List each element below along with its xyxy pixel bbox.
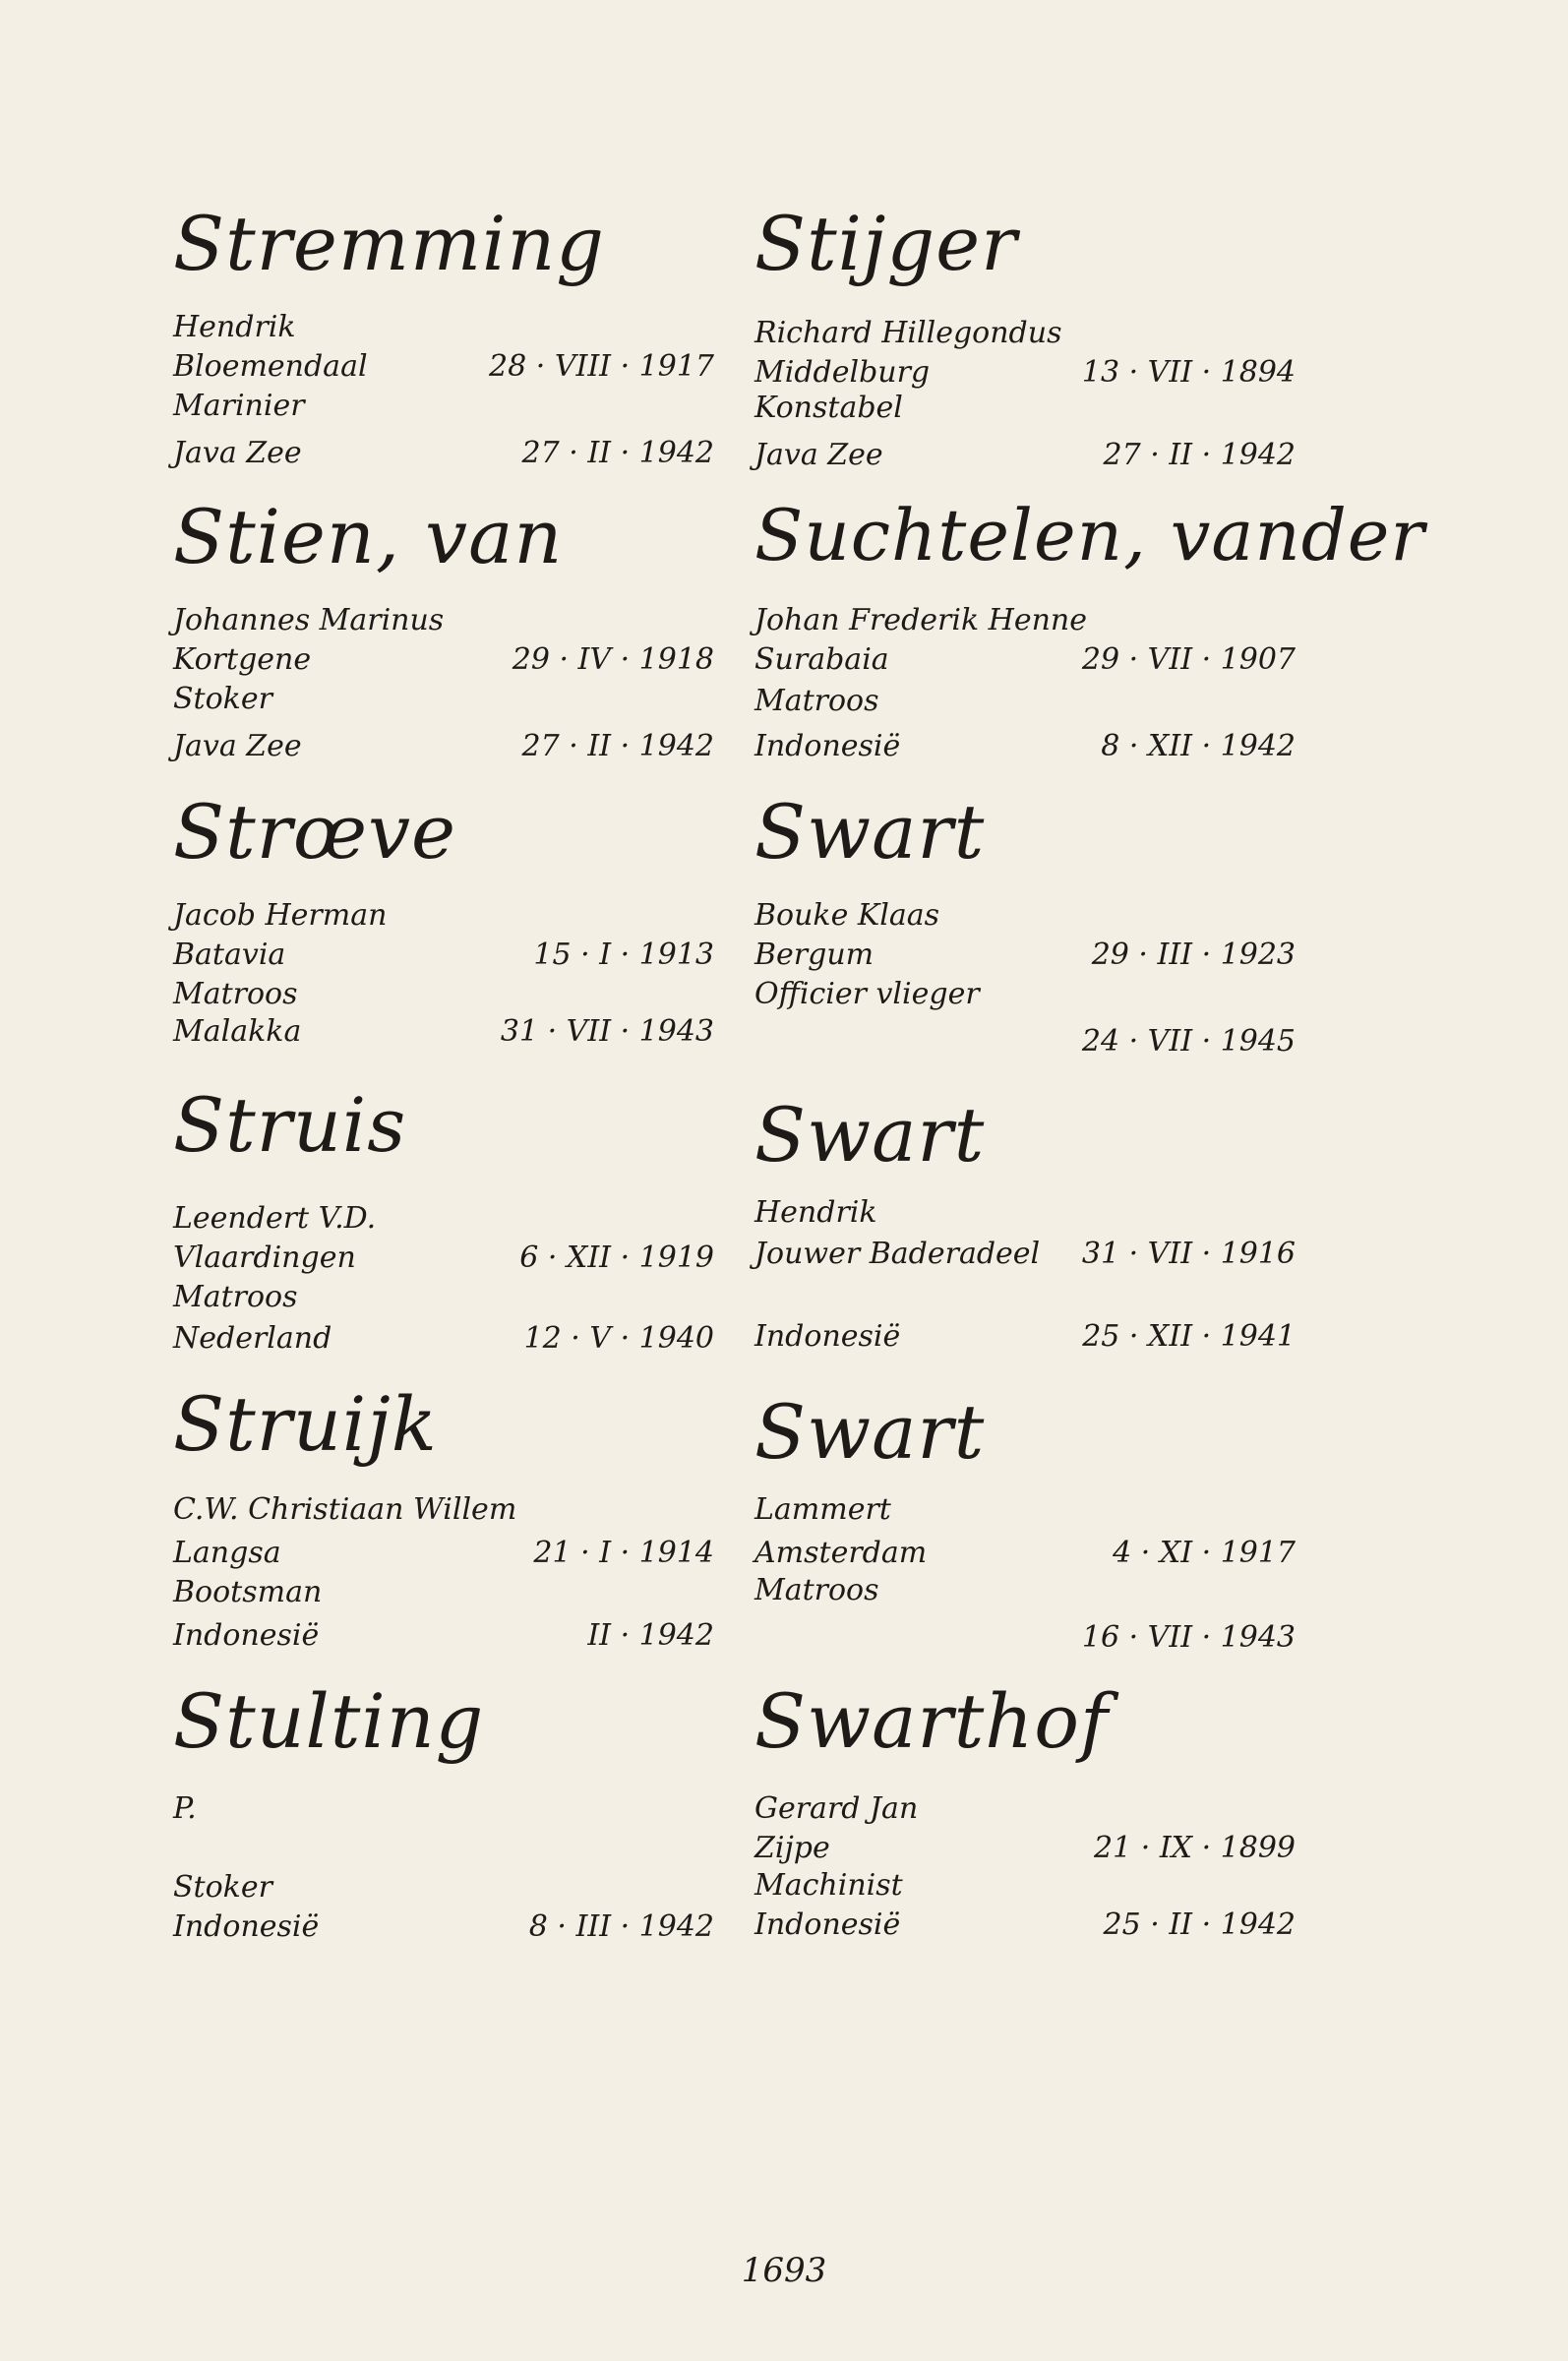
- birth-line: Vlaardingen 6 · XII · 1919: [173, 1241, 714, 1275]
- given-names: Gerard Jan: [754, 1791, 919, 1826]
- given-names: Johan Frederik Henne: [754, 603, 1087, 637]
- given-names: Jacob Herman: [173, 898, 388, 933]
- birth-line: Amsterdam 4 · XI · 1917: [754, 1536, 1296, 1570]
- birth-date: 13 · VII · 1894: [1081, 355, 1296, 390]
- death-date: 8 · XII · 1942: [1101, 729, 1296, 763]
- death-date: 24 · VII · 1945: [1081, 1024, 1296, 1059]
- given-names: C.W. Christiaan Willem: [173, 1492, 517, 1527]
- surname: Swarthof: [754, 1677, 1110, 1765]
- given-names: Lammert: [754, 1492, 891, 1527]
- surname: Stulting: [173, 1677, 485, 1765]
- rank: Marinier: [173, 389, 305, 423]
- rank: Matroos: [173, 977, 298, 1011]
- rank: Officier vlieger: [754, 977, 980, 1011]
- death-line: Malakka 31 · VII · 1943: [173, 1014, 714, 1049]
- death-line: Indonesië 8 · XII · 1942: [754, 729, 1296, 763]
- birth-date: 29 · III · 1923: [1091, 938, 1296, 972]
- surname: Struis: [173, 1081, 407, 1169]
- surname: Stien, van: [173, 493, 564, 580]
- rank: Matroos: [173, 1280, 298, 1314]
- rank: Bootsman: [173, 1575, 323, 1609]
- birth-date: 15 · I · 1913: [533, 938, 714, 972]
- given-names: Hendrik: [173, 310, 296, 344]
- given-names: Bouke Klaas: [754, 898, 940, 933]
- birth-date: 28 · VIII · 1917: [489, 349, 714, 384]
- birth-line: Middelburg 13 · VII · 1894: [754, 355, 1296, 390]
- death-date: 27 · II · 1942: [521, 729, 714, 763]
- surname: Stremming: [173, 200, 605, 287]
- death-date: 27 · II · 1942: [521, 436, 714, 470]
- birth-line: Surabaia 29 · VII · 1907: [754, 642, 1296, 677]
- death-date: 25 · II · 1942: [1103, 1907, 1296, 1942]
- surname: Swart: [754, 1388, 986, 1476]
- given-names: Johannes Marinus: [173, 603, 445, 637]
- death-line: Indonesië 25 · XII · 1941: [754, 1319, 1296, 1354]
- birth-line: Zijpe 21 · IX · 1899: [754, 1831, 1296, 1865]
- death-line: Java Zee 27 · II · 1942: [754, 438, 1296, 472]
- surname: Strœve: [173, 788, 456, 876]
- death-line: Java Zee 27 · II · 1942: [173, 436, 714, 470]
- death-date: II · 1942: [587, 1618, 714, 1653]
- birth-date: 31 · VII · 1916: [1081, 1237, 1296, 1271]
- surname: Swart: [754, 788, 986, 876]
- birth-date: 6 · XII · 1919: [519, 1241, 714, 1275]
- birth-line: Bloemendaal 28 · VIII · 1917: [173, 349, 714, 384]
- surname: Stijger: [754, 200, 1018, 287]
- given-names: Richard Hillegondus: [754, 316, 1062, 350]
- rank: Matroos: [754, 684, 879, 718]
- birth-line: Batavia 15 · I · 1913: [173, 938, 714, 972]
- surname: Suchtelen, vander: [754, 494, 1425, 576]
- given-names: Hendrik: [754, 1195, 877, 1230]
- birth-date: 21 · IX · 1899: [1094, 1831, 1296, 1865]
- death-line: Indonesië II · 1942: [173, 1618, 714, 1653]
- birth-line: Jouwer Baderadeel 31 · VII · 1916: [754, 1237, 1296, 1271]
- rank: Konstabel: [754, 391, 903, 425]
- death-date: 27 · II · 1942: [1103, 438, 1296, 472]
- death-date: 25 · XII · 1941: [1082, 1319, 1296, 1354]
- birth-date: 29 · IV · 1918: [512, 642, 714, 677]
- death-date: 16 · VII · 1943: [1081, 1620, 1296, 1655]
- birth-line: Langsa 21 · I · 1914: [173, 1536, 714, 1570]
- birth-line: Kortgene 29 · IV · 1918: [173, 642, 714, 677]
- surname: Swart: [754, 1091, 986, 1179]
- death-line: Java Zee 27 · II · 1942: [173, 729, 714, 763]
- death-date: 8 · III · 1942: [528, 1909, 714, 1944]
- birth-date: 21 · I · 1914: [533, 1536, 714, 1570]
- rank: Machinist: [754, 1868, 903, 1903]
- death-line: Indonesië 25 · II · 1942: [754, 1907, 1296, 1942]
- birth-date: 4 · XI · 1917: [1113, 1536, 1296, 1570]
- given-names: P.: [173, 1791, 197, 1826]
- rank: Stoker: [173, 1870, 272, 1905]
- birth-date: 29 · VII · 1907: [1081, 642, 1296, 677]
- birth-line: Bergum 29 · III · 1923: [754, 938, 1296, 972]
- surname: Struijk: [173, 1380, 438, 1468]
- rank: Matroos: [754, 1573, 879, 1607]
- rank: Stoker: [173, 682, 272, 716]
- death-line: Indonesië 8 · III · 1942: [173, 1909, 714, 1944]
- death-line: Nederland 12 · V · 1940: [173, 1321, 714, 1356]
- death-date: 31 · VII · 1943: [500, 1014, 714, 1049]
- death-date: 12 · V · 1940: [523, 1321, 714, 1356]
- page-number: 1693: [741, 2251, 827, 2290]
- given-names: Leendert V.D.: [173, 1201, 377, 1236]
